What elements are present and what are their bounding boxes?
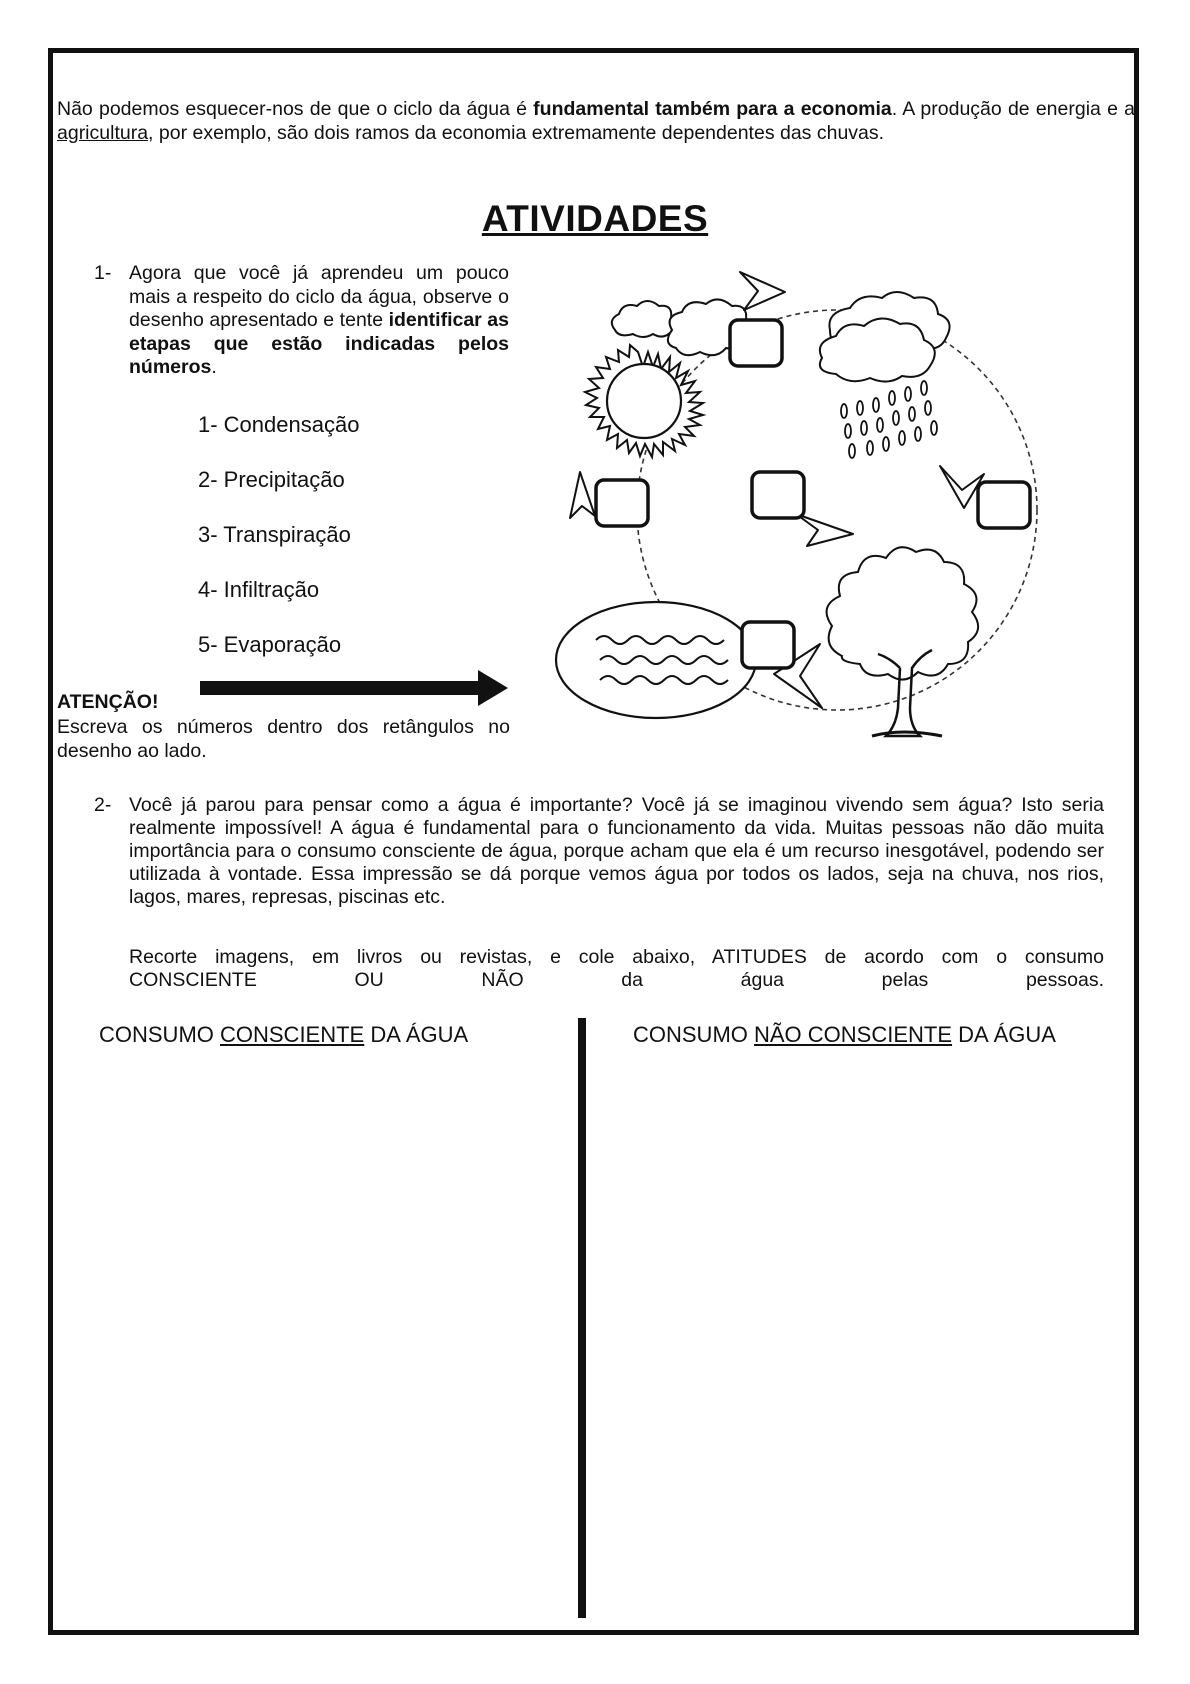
instruction-word: da: [621, 969, 643, 991]
paste-area-conscious[interactable]: [60, 1062, 560, 1622]
attention-title: ATENÇÃO!: [57, 691, 159, 713]
step-item: 2- Precipitação: [198, 467, 345, 492]
right-arrow-icon: [200, 668, 510, 708]
column-divider: [578, 1018, 586, 1618]
question1-text-bold: identificar as etapas que estão indicadas pelos números: [129, 309, 509, 378]
answer-box[interactable]: [752, 472, 804, 518]
instruction-line-2: [129, 969, 1104, 992]
step-item: 5- Evaporação: [198, 632, 342, 657]
paste-area-unconscious[interactable]: [600, 1062, 1125, 1622]
question1-text: [129, 262, 509, 380]
sun-icon: [585, 345, 703, 457]
water-cycle-diagram: [560, 268, 1120, 778]
tree-icon: [827, 547, 979, 736]
column-header-suffix: DA ÁGUA: [952, 1022, 1056, 1047]
column-header-underlined: NÃO CONSCIENTE: [754, 1022, 953, 1047]
column-header-prefix: CONSUMO: [99, 1022, 220, 1047]
column-header-conscious: [99, 1022, 468, 1048]
instruction-word: água: [740, 969, 785, 991]
instruction-word: pessoas.: [1025, 969, 1104, 991]
answer-box[interactable]: [978, 482, 1030, 528]
column-header-unconscious: [633, 1022, 1056, 1048]
page-title: ATIVIDADES: [481, 198, 709, 239]
answer-box[interactable]: [742, 622, 794, 668]
step-item: 4- Infiltração: [198, 577, 320, 602]
step-item: 3- Transpiração: [198, 522, 351, 547]
instruction-word: CONSCIENTE: [129, 969, 257, 991]
instruction-word: pelas: [881, 969, 929, 991]
question1-number: 1-: [94, 262, 112, 284]
arrow-left: [570, 472, 595, 518]
intro-text-2: . A produção de energia e a: [891, 98, 1135, 120]
intro-bold: fundamental também para a economia: [533, 98, 892, 120]
arrow-middle: [796, 514, 853, 546]
question2-instruction: [129, 946, 1104, 992]
arrow-top: [740, 272, 785, 310]
question2-text: Você já parou para pensar como a água é importante? Você já se imaginou vivendo sem água? Isto seria realmente impossível! A água é fundamental para o funcionamento da vida. Muitas pessoas não dão muita importância para o consumo consciente de água, porque acham que ela é um recurso inesgotável, podendo ser utilizada à vontade. Essa impressão se dá porque vemos água por todos os lados, seja na chuva, nos rios, lagos, mares, represas, piscinas etc.: [129, 794, 1104, 908]
answer-box[interactable]: [596, 480, 648, 526]
question1-text-end: .: [211, 356, 217, 378]
instruction-line-1: Recorte imagens, em livros ou revistas, e cole abaixo, ATITUDES de acordo com o consumo: [129, 946, 1104, 968]
question1-text-1: Agora que você já aprendeu um pouco mais a respeito do ciclo da água, observe o desenho apresentado e tente: [129, 262, 509, 331]
step-item: 1- Condensação: [198, 412, 360, 437]
instruction-word: NÃO: [481, 969, 524, 991]
rain-cloud-icon: [820, 292, 950, 458]
intro-text-1: Não podemos esquecer-nos de que o ciclo da água é: [57, 98, 534, 120]
agricultura-link[interactable]: agricultura: [57, 122, 149, 144]
attention-text: Escreva os números dentro dos retângulos no desenho ao lado.: [57, 716, 510, 762]
question2-number: 2-: [94, 794, 112, 816]
column-header-suffix: DA ÁGUA: [364, 1022, 469, 1047]
instruction-word: OU: [354, 969, 384, 991]
intro-paragraph: [57, 97, 1135, 145]
lake-icon: [556, 602, 756, 718]
answer-box[interactable]: [730, 320, 782, 366]
column-header-prefix: CONSUMO: [633, 1022, 754, 1047]
intro-text-3: , por exemplo, são dois ramos da economia extremamente dependentes das chuvas.: [148, 122, 885, 144]
column-header-underlined: CONSCIENTE: [220, 1022, 365, 1047]
